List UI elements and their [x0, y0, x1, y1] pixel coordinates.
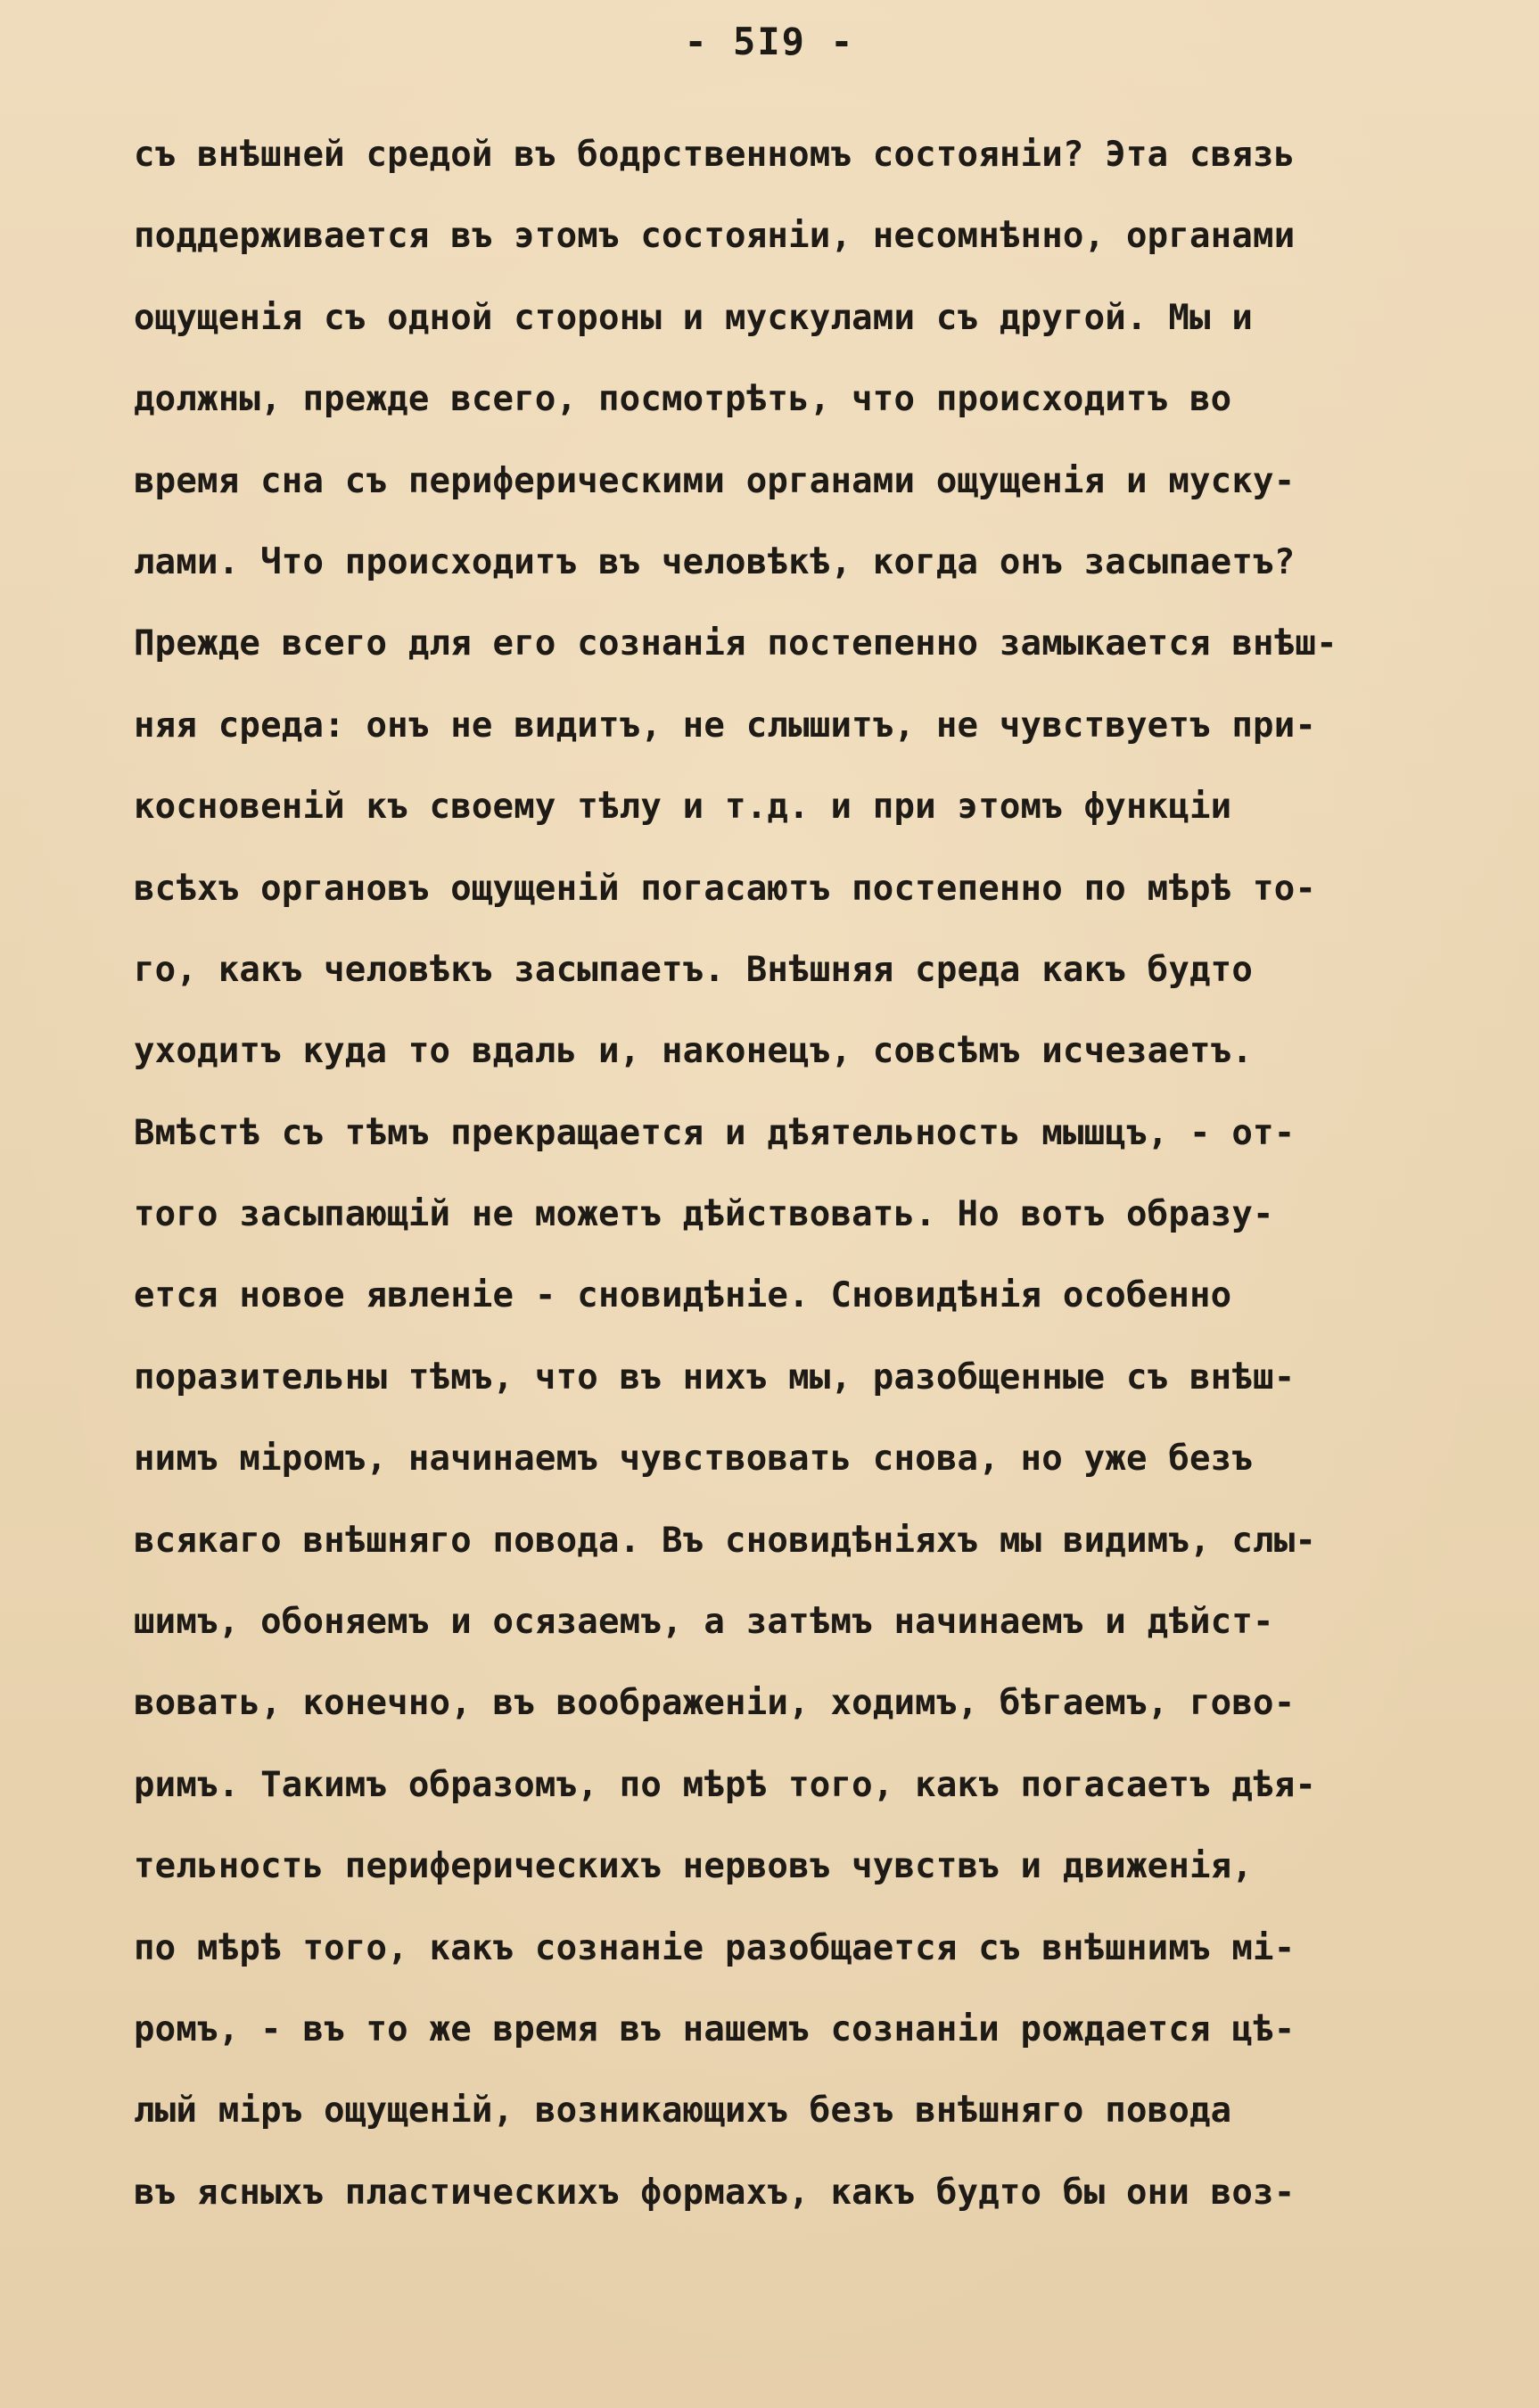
- text-line: всѣхъ органовъ ощущенiй погасаютъ постепенно по мѣрѣ то-: [134, 868, 1317, 909]
- text-line: тельность периферическихъ нервовъ чувствъ и движенiя,: [134, 1846, 1254, 1887]
- text-line: лами. Что происходитъ въ человѣкѣ, когда онъ засыпаетъ?: [134, 541, 1296, 582]
- text-line: время сна съ периферическими органами ощущенiя и муску-: [134, 460, 1296, 501]
- text-line: поразительны тѣмъ, что въ нихъ мы, разобщенные съ внѣш-: [134, 1357, 1296, 1398]
- text-line: ется новое явленiе - сновидѣнiе. Сновидѣнiя особенно: [134, 1275, 1232, 1316]
- text-line: должны, прежде всего, посмотрѣть, что происходитъ во: [134, 379, 1232, 420]
- text-line: косновенiй къ своему тѣлу и т.д. и при этомъ функцiи: [134, 787, 1232, 828]
- text-line: въ ясныхъ пластическихъ формахъ, какъ будто бы они воз-: [134, 2172, 1296, 2213]
- text-line: шимъ, обоняемъ и осязаемъ, а затѣмъ начинаемъ и дѣйст-: [134, 1602, 1274, 1643]
- text-line: по мѣрѣ того, какъ сознанiе разобщается съ внѣшнимъ мi-: [134, 1927, 1296, 1968]
- text-line: всякаго внѣшняго повода. Въ сновидѣнiяхъ мы видимъ, слы-: [134, 1520, 1317, 1561]
- text-line: римъ. Такимъ образомъ, по мѣрѣ того, какъ погасаетъ дѣя-: [134, 1764, 1317, 1805]
- text-line: лый мiръ ощущенiй, возникающихъ безъ внѣшняго повода: [134, 2091, 1232, 2132]
- text-line: уходитъ куда то вдаль и, наконецъ, совсѣмъ исчезаетъ.: [134, 1031, 1254, 1072]
- text-line: Прежде всего для его сознанiя постепенно замыкается внѣш-: [134, 623, 1337, 664]
- text-line: го, какъ человѣкъ засыпаетъ. Внѣшняя среда какъ будто: [134, 949, 1254, 990]
- text-line: съ внѣшней средой въ бодрственномъ состоянiи? Эта связь: [134, 135, 1296, 175]
- text-line: того засыпающiй не можетъ дѣйствовать. Но вотъ образу-: [134, 1194, 1274, 1235]
- text-line: нимъ мiромъ, начинаемъ чувствовать снова, но уже безъ: [134, 1439, 1254, 1480]
- page-number: - 5I9 -: [684, 20, 855, 63]
- body-text: [134, 136, 1525, 2255]
- text-line: няя среда: онъ не видитъ, не слышитъ, не чувствуетъ при-: [134, 705, 1317, 746]
- text-line: поддерживается въ этомъ состоянiи, несомнѣнно, органами: [134, 216, 1296, 257]
- text-line: вовать, конечно, въ воображенiи, ходимъ, бѣгаемъ, гово-: [134, 1683, 1296, 1724]
- text-line: ощущенiя съ одной стороны и мускулами съ другой. Мы и: [134, 297, 1254, 338]
- text-line: Вмѣстѣ съ тѣмъ прекращается и дѣятельность мышцъ, - от-: [134, 1112, 1296, 1153]
- text-line: ромъ, - въ то же время въ нашемъ сознанiи рождается цѣ-: [134, 2008, 1296, 2049]
